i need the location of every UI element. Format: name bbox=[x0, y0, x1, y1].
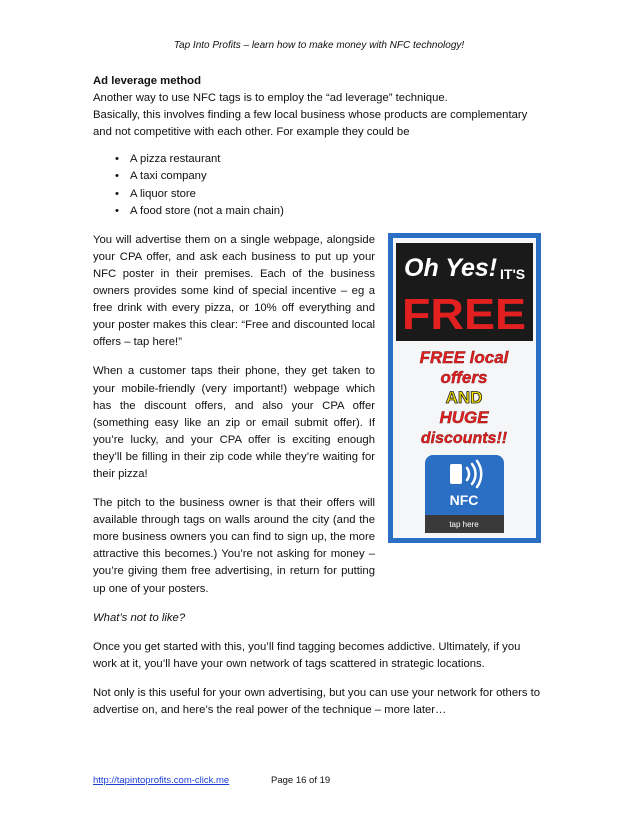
discounts-text: discounts!! bbox=[420, 430, 508, 447]
and-text: AND bbox=[445, 388, 483, 407]
list-item: • A liquor store bbox=[115, 186, 545, 203]
page-number: Page 16 of 19 bbox=[271, 775, 331, 786]
intro-paragraph-2: Basically, this involves finding a few local business whose products are complementary and not competitive with each other. For example they could be bbox=[93, 109, 528, 139]
footer-link[interactable]: http://tapintoprofits.com-click.me bbox=[93, 775, 230, 786]
section-heading: Ad leverage method bbox=[93, 75, 201, 87]
page-header: Tap Into Profits – learn how to make money with NFC technology! bbox=[173, 40, 465, 51]
intro-paragraph-1: Another way to use NFC tags is to employ the “ad leverage” technique. bbox=[93, 92, 448, 105]
nfc-poster-image bbox=[388, 233, 541, 543]
page-footer bbox=[93, 775, 331, 786]
tap-here-label: tap here bbox=[449, 520, 479, 529]
free-local-text: FREE local bbox=[419, 348, 509, 367]
paragraph-advertise: You will advertise them on a single webpage, alongside your CPA offer, and ask each business to put up your NFC poster in their premises. Each of the business owners provides some kind of special incentive – eg a free drink with every pizza, or 10% off everything and your poster makes this clear: “Free and discounted local offers – tap here!” bbox=[93, 233, 375, 349]
question-line: What’s not to like? bbox=[93, 611, 186, 624]
list-item: • A taxi company bbox=[115, 168, 545, 185]
paragraph-tagging: Once you get started with this, you’ll find tagging becomes addictive. Ultimately, if you work at it, you’ll have your own network of tags scattered in strategic locations. bbox=[93, 640, 521, 670]
text-column bbox=[93, 220, 375, 598]
oh-yes-text: Oh Yes! bbox=[404, 254, 498, 282]
list-item: • A pizza restaurant bbox=[115, 151, 545, 168]
offers-text: offers bbox=[440, 368, 488, 387]
nfc-label: NFC bbox=[449, 492, 479, 508]
paragraph-network: Not only is this useful for your own advertising, but you can use your network for others to advertise on, and here’s the real power of the technique – more later… bbox=[93, 686, 541, 716]
its-text: IT'S bbox=[500, 266, 526, 282]
list-item: • A food store (not a main chain) bbox=[115, 203, 545, 220]
business-list bbox=[93, 151, 545, 219]
paragraph-customer: When a customer taps their phone, they get taken to your mobile-friendly (very important!) webpage which has the discount offers, and also your CPA offer (something easy like an zip or email submit offer). If you’re lucky, and your CPA offer is exciting enough they’ll be filling in their zip code while they’re waiting for their pizza! bbox=[93, 365, 375, 480]
free-big-text: FREE bbox=[402, 290, 526, 339]
huge-text: HUGE bbox=[439, 408, 489, 427]
paragraph-pitch: The pitch to the business owner is that their offers will available through tags on walls around the city (and the more business owners you can find to sign up, the more attractive this becomes.) You’re not asking for money – you’re giving them free advertising, in return for putting up one of your posters. bbox=[93, 497, 375, 595]
